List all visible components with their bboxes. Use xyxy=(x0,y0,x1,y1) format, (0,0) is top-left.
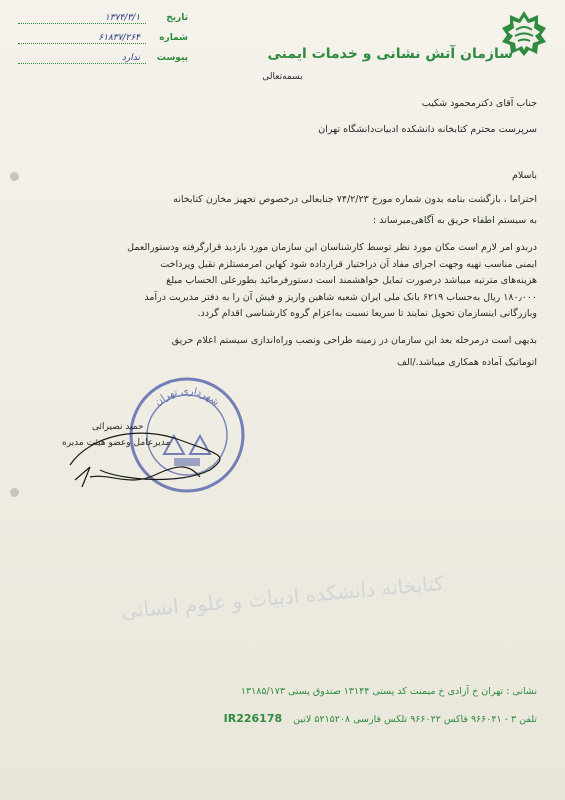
footer-contact-text: تلفن ۳ - ۹۶۶۰۴۱ فاکس ۹۶۶۰۲۲ تلکس فارسی ۵۲۱۵۲۰۸ لاتین xyxy=(293,714,537,725)
addressee-title: سرپرست محترم کتابخانه دانشکده ادبیات‌دانشگاه تهران xyxy=(318,124,537,135)
paragraph-line: بدیهی است درمرحله بعد این سازمان در زمینه طراحی ونصب وراه‌اندازی سیستم اعلام حریق xyxy=(171,335,537,346)
letter-meta xyxy=(18,8,188,68)
footer-address: نشانی : تهران خ آزادی خ میمنت کد پستی ۱۳۱۴۴ صندوق پستی ۱۳۱۸۵/۱۷۳ xyxy=(240,686,537,697)
meta-number-row xyxy=(18,28,188,48)
meta-attachment-value: ندارد xyxy=(18,53,146,64)
organization-name: سازمان آتش نشانی و خدمات ایمنی xyxy=(267,46,513,62)
paragraph-line: ایمنی مناسب تهیه وجهت اجرای مفاد آن دراختیار قرارداده شود کهاین امرمستلزم تقبل وپرداخت xyxy=(160,258,537,270)
paragraph-line: به سیستم اطفاء حریق به آگاهی‌میرساند : xyxy=(372,215,537,226)
library-watermark: کتابخانه دانشکده ادبیات و علوم انسانی xyxy=(120,570,445,624)
meta-attachment-row xyxy=(18,48,188,68)
signatory-title: مدیرعامل وعضو هیئت مدیره xyxy=(62,438,171,448)
bismillah: بسمه‌تعالی xyxy=(262,72,303,82)
footer-contact xyxy=(17,712,537,725)
meta-date-value: ۱۳۷۴/۳/۱ xyxy=(18,13,146,24)
meta-number-value: ۶۱۸۳۷/۲۶۴ xyxy=(18,33,146,44)
meta-attachment-label: پیوست xyxy=(156,53,188,63)
punch-hole xyxy=(10,488,19,497)
meta-number-label: شماره xyxy=(159,33,188,43)
greeting: باسلام xyxy=(511,170,537,181)
seal-text: شهرداری تهران xyxy=(152,385,222,409)
addressee-name: جناب آقای دکترمحمود شکیب xyxy=(421,98,537,109)
meta-date-label: تاریخ xyxy=(166,13,188,23)
paragraph-3 xyxy=(27,330,537,374)
paragraph-line: دربدو امر لازم است مکان مورد نظر توسط کارشناسان این سازمان مورد بازدید قرارگرفته ودستورالعمل xyxy=(127,242,537,253)
paragraph-line: ۱۸۰٫۰۰۰ ریال به‌حساب ۶۲۱۹ بانک ملی ایران شعبه شاهین واریز و فیش آن را به دفتر مدیریت درآمد xyxy=(144,291,537,303)
signature-scribble-icon xyxy=(60,415,240,495)
svg-text:شهرداری تهران xyxy=(153,386,222,408)
paragraph-2 xyxy=(27,240,537,323)
meta-date-row xyxy=(18,8,188,28)
signatory-name: حمید نصیرائی xyxy=(92,422,144,432)
paragraph-line: وبازرگانی اینسازمان تحویل نمایند تا سریعا نسبت به‌اعزام گروه کارشناسی اقدام گردد. xyxy=(197,308,537,319)
paragraph-line: هزینه‌های مترتبه میباشد درصورت تمایل خواهشمند است دستورفرمائید بطورعلی الحساب مبلغ xyxy=(166,275,537,286)
paragraph-1 xyxy=(27,192,537,228)
punch-hole xyxy=(10,172,19,181)
footer-telex-latin: IR226178 xyxy=(223,712,283,725)
paragraph-line: احتراما ، بازگشت بنامه بدون شماره مورخ ۷۴/۲/۲۳ جنابعالی درخصوص تجهیز مخازن کتابخانه xyxy=(173,194,537,205)
paragraph-line: اتوماتیک آماده همکاری میباشد./الف xyxy=(397,357,537,368)
